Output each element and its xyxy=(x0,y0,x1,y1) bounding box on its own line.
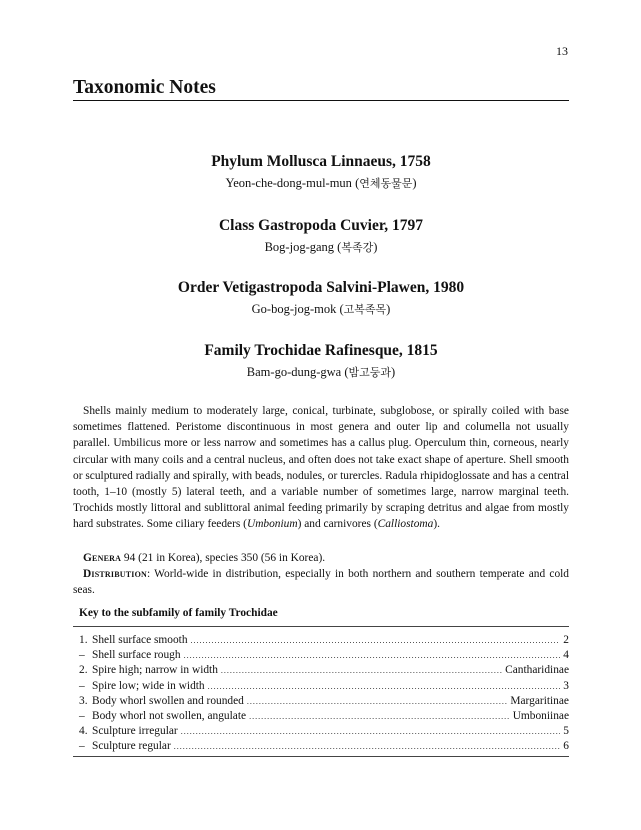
key-row xyxy=(79,694,569,709)
key-couplet-number: 3. xyxy=(79,694,88,707)
taxon-name: Order Vetigastropoda Salvini-Plawen, 1980 xyxy=(177,279,465,296)
taxon-family xyxy=(73,341,569,382)
taxon-common-name: Go-bog-jog-mok (고복족목) xyxy=(251,302,391,316)
genus-name: Umbonium xyxy=(246,518,298,531)
taxon-romanized: Bog-jog-gang xyxy=(264,240,335,254)
key-row xyxy=(79,679,569,694)
taxon-class xyxy=(73,216,569,257)
taxon-common-name: Bog-jog-gang (복족강) xyxy=(264,240,378,254)
taxon-phylum xyxy=(73,152,569,193)
key-target: Cantharidinae xyxy=(505,664,569,677)
taxon-romanized: Go-bog-jog-mok xyxy=(251,302,337,316)
key-couplet-number: 1. xyxy=(79,634,88,646)
key-character: Shell surface rough xyxy=(92,649,181,662)
key-target: Umboniinae xyxy=(512,709,569,722)
key-bottom-rule xyxy=(73,756,569,757)
key-target: 2 xyxy=(563,634,569,646)
genus-name: Calliostoma xyxy=(377,518,434,531)
distribution xyxy=(73,566,569,598)
title-rule xyxy=(73,100,569,101)
key-row xyxy=(79,739,569,754)
key-character: Sculpture regular xyxy=(92,740,171,753)
genera-label: Genera xyxy=(83,552,122,564)
key-title: Key to the subfamily of family Trochidae xyxy=(79,607,278,619)
taxon-name: Class Gastropoda Cuvier, 1797 xyxy=(218,217,424,234)
key-couplet-number: – xyxy=(79,649,85,662)
section-title: Taxonomic Notes xyxy=(73,77,216,98)
leader-dots xyxy=(174,739,561,754)
leader-dots xyxy=(208,679,561,694)
leader-dots xyxy=(181,724,561,739)
key-top-rule xyxy=(73,626,569,627)
genera-count xyxy=(73,550,569,566)
distribution-label: Distribution xyxy=(83,568,147,580)
key-row xyxy=(79,633,569,648)
key-row xyxy=(79,724,569,739)
key-character: Spire high; narrow in width xyxy=(92,664,218,677)
key-couplet-number: – xyxy=(79,740,85,753)
taxon-name: Family Trochidae Rafinesque, 1815 xyxy=(204,342,438,359)
family-description: Shells mainly medium to moderately large, conical, turbinate, subglobose, or spirally coiled with base sometimes flattened. Peristome discontinuous in most genera and outer lip and columella not usually parallel. Umbilicus more or less narrow and sometimes has a callus plug. Operculum thin, corneous, nearly circular with many coils and a central nucleus, and often does not take exact shape of aperture. Shell smooth or sculptured radially and spirally, with beads, nodules, or turercles. Radula rhipidoglossate and has a central tooth, 1–10 (mostly 5) lateral teeth, and a variable number of sometimes large, narrow marginal teeth. Trochids mostly littoral and sublittoral animal feeding primarily by scraping detritus and algae from mostly hard substrates. Some ciliary feeders (Umbonium) and carnivores (Calliostoma). xyxy=(73,405,569,531)
taxon-common-name: Bam-go-dung-gwa (밤고둥과) xyxy=(246,365,396,379)
taxon-order xyxy=(73,278,569,319)
taxon-hangul: 밤고둥과 xyxy=(348,366,392,379)
key-character: Shell surface smooth xyxy=(92,634,188,646)
taxon-hangul: 복족강 xyxy=(341,241,374,254)
key-couplet-number: – xyxy=(79,709,85,722)
key-character: Body whorl swollen and rounded xyxy=(92,694,244,707)
taxon-romanized: Yeon-che-dong-mul-mun xyxy=(225,176,352,190)
identification-key xyxy=(79,633,569,755)
key-target: 6 xyxy=(563,740,569,753)
taxon-hangul: 고복족목 xyxy=(343,303,387,316)
key-character: Body whorl not swollen, angulate xyxy=(92,709,247,722)
key-target: Margaritinae xyxy=(510,694,569,707)
key-target: 4 xyxy=(563,649,569,662)
key-character: Spire low; wide in width xyxy=(92,679,205,692)
taxon-common-name: Yeon-che-dong-mul-mun (연체동물문) xyxy=(225,176,417,190)
leader-dots xyxy=(221,663,502,678)
key-character: Sculpture irregular xyxy=(92,725,178,738)
genera-text: 94 (21 in Korea), species 350 (56 in Korea). xyxy=(121,552,326,564)
key-row xyxy=(79,663,569,678)
key-couplet-number: 2. xyxy=(79,664,88,677)
key-row xyxy=(79,648,569,663)
key-target: 5 xyxy=(563,725,569,738)
taxon-romanized: Bam-go-dung-gwa xyxy=(246,365,342,379)
key-couplet-number: 4. xyxy=(79,725,88,738)
key-target: 3 xyxy=(563,679,569,692)
leader-dots xyxy=(191,633,561,648)
leader-dots xyxy=(184,648,561,663)
distribution-text: : World-wide in distribution, especially in both northern and southern temperate and cold seas. xyxy=(73,568,569,597)
key-couplet-number: – xyxy=(79,679,85,692)
taxon-hangul: 연체동물문 xyxy=(359,177,413,190)
page-number: 13 xyxy=(556,44,568,58)
leader-dots xyxy=(249,709,510,724)
key-row xyxy=(79,709,569,724)
taxon-name: Phylum Mollusca Linnaeus, 1758 xyxy=(211,153,431,170)
leader-dots xyxy=(247,694,508,709)
